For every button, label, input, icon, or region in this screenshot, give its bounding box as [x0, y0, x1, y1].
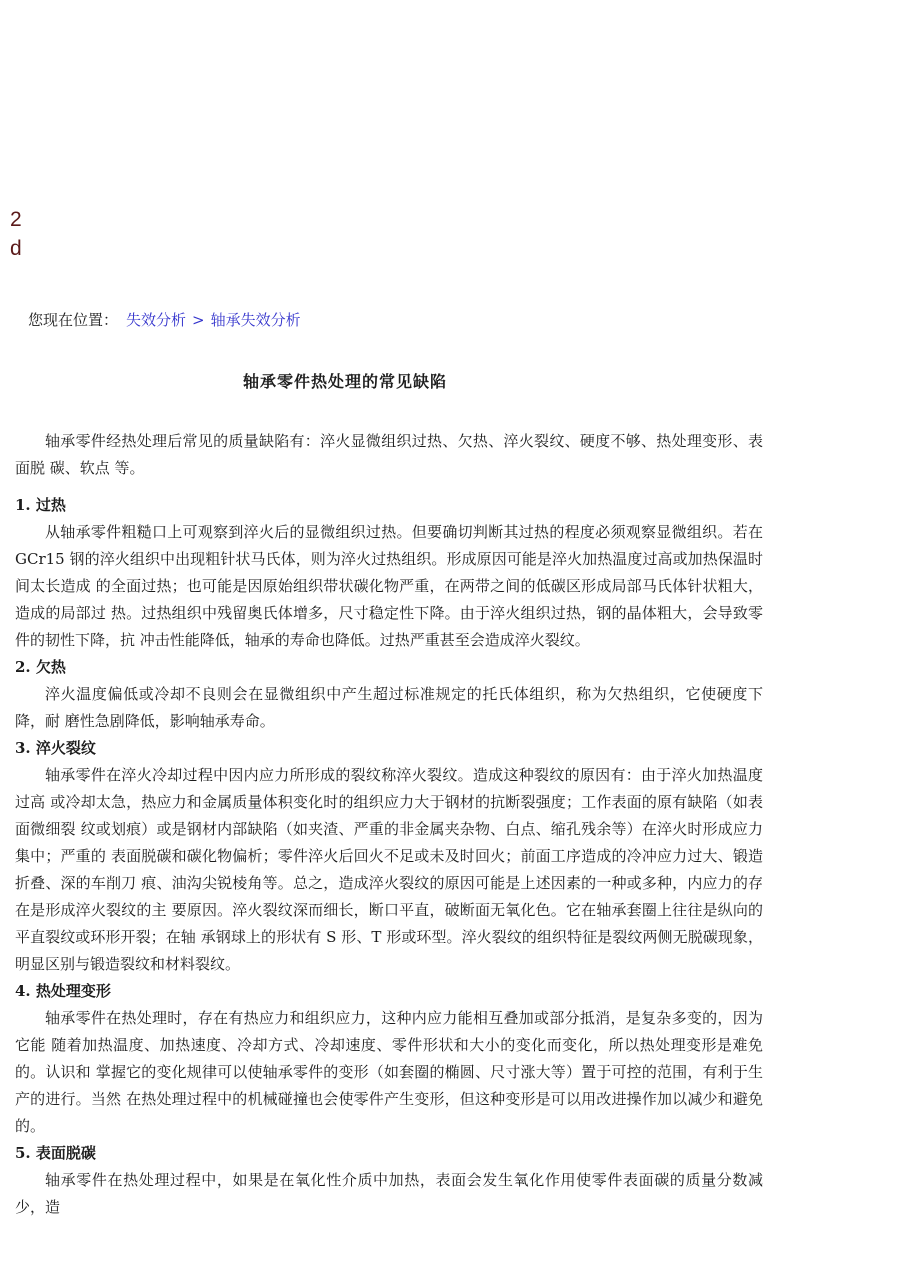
section-heading-surface-decarburization: 5. 表面脱碳 [15, 1144, 96, 1162]
section-body-quench-cracks: 轴承零件在淬火冷却过程中因内应力所形成的裂纹称淬火裂纹。造成这种裂纹的原因有：由于淬火加热温度过高 或冷却太急，热应力和金属质量体积变化时的组织应力大于钢材的抗断裂强度；工作表面的原有缺陷（如表面微细裂 纹或划痕）或是钢材内部缺陷（如夹渣、严重的非金属夹杂物、白点、缩孔残余等）在淬火时形成应力集中；严重的 表面脱碳和碳化物偏析；零件淬火后回火不足或未及时回火；前面工序造成的冷冲应力过大、锻造折叠、深的车削刀 痕、油沟尖锐棱角等。总之，造成淬火裂纹的原因可能是上述因素的一种或多种，内应力的存在是形成淬火裂纹的主 要原因。淬火裂纹深而细长，断口平直，破断面无氧化色。它在轴承套圈上往往是纵向的平直裂纹或环形开裂；在轴 承钢球上的形状有 S 形、T 形或环型。淬火裂纹的组织特征是裂纹两侧无脱碳现象，明显区别与锻造裂纹和材料裂纹。 [15, 766, 763, 973]
breadcrumb-separator: > [192, 311, 205, 329]
intro-paragraph: 轴承零件经热处理后常见的质量缺陷有：淬火显微组织过热、欠热、淬火裂纹、硬度不够、热处理变形、表面脱 碳、软点 等。 [15, 432, 763, 477]
section-heading-heat-treatment-deformation: 4. 热处理变形 [15, 982, 111, 1000]
section-body-overheating: 从轴承零件粗糙口上可观察到淬火后的显微组织过热。但要确切判断其过热的程度必须观察显微组织。若在 GCr15 钢的淬火组织中出现粗针状马氏体，则为淬火过热组织。形成原因可能是淬火加热温度过高或加热保温时间太长造成 的全面过热；也可能是因原始组织带状碳化物严重，在两带之间的低碳区形成局部马氏体针状粗大，造成的局部过 热。过热组织中残留奥氏体增多，尺寸稳定性下降。由于淬火组织过热，钢的晶体粗大，会导致零件的韧性下降，抗 冲击性能降低，轴承的寿命也降低。过热严重甚至会造成淬火裂纹。 [15, 523, 763, 649]
breadcrumb [28, 310, 301, 330]
article-content [15, 428, 763, 1221]
page-marker [10, 205, 22, 263]
page-title: 轴承零件热处理的常见缺陷 [242, 372, 447, 391]
breadcrumb-label: 您现在位置： [28, 311, 119, 329]
section-body-underheating: 淬火温度偏低或冷却不良则会在显微组织中产生超过标准规定的托氏体组织，称为欠热组织，它使硬度下降，耐 磨性急剧降低，影响轴承寿命。 [15, 685, 763, 730]
section-heading-underheating: 2. 欠热 [15, 658, 66, 676]
breadcrumb-link-bearing-failure-analysis[interactable]: 轴承失效分析 [210, 311, 301, 329]
marker-line-2: d [10, 237, 22, 260]
marker-line-1: 2 [10, 208, 22, 231]
section-heading-quench-cracks: 3. 淬火裂纹 [15, 739, 96, 757]
breadcrumb-link-failure-analysis[interactable]: 失效分析 [126, 311, 187, 329]
section-body-surface-decarburization: 轴承零件在热处理过程中，如果是在氧化性介质中加热，表面会发生氧化作用使零件表面碳的质量分数减少，造 [15, 1171, 763, 1216]
section-body-heat-treatment-deformation: 轴承零件在热处理时，存在有热应力和组织应力，这种内应力能相互叠加或部分抵消，是复杂多变的，因为它能 随着加热温度、加热速度、冷却方式、冷却速度、零件形状和大小的变化而变化，所以热处理变形是难免的。认识和 掌握它的变化规律可以使轴承零件的变形（如套圈的椭圆、尺寸涨大等）置于可控的范围，有利于生产的进行。当然 在热处理过程中的机械碰撞也会使零件产生变形，但这种变形是可以用改进操作加以减少和避免的。 [15, 1009, 763, 1135]
section-heading-overheating: 1. 过热 [15, 496, 66, 514]
